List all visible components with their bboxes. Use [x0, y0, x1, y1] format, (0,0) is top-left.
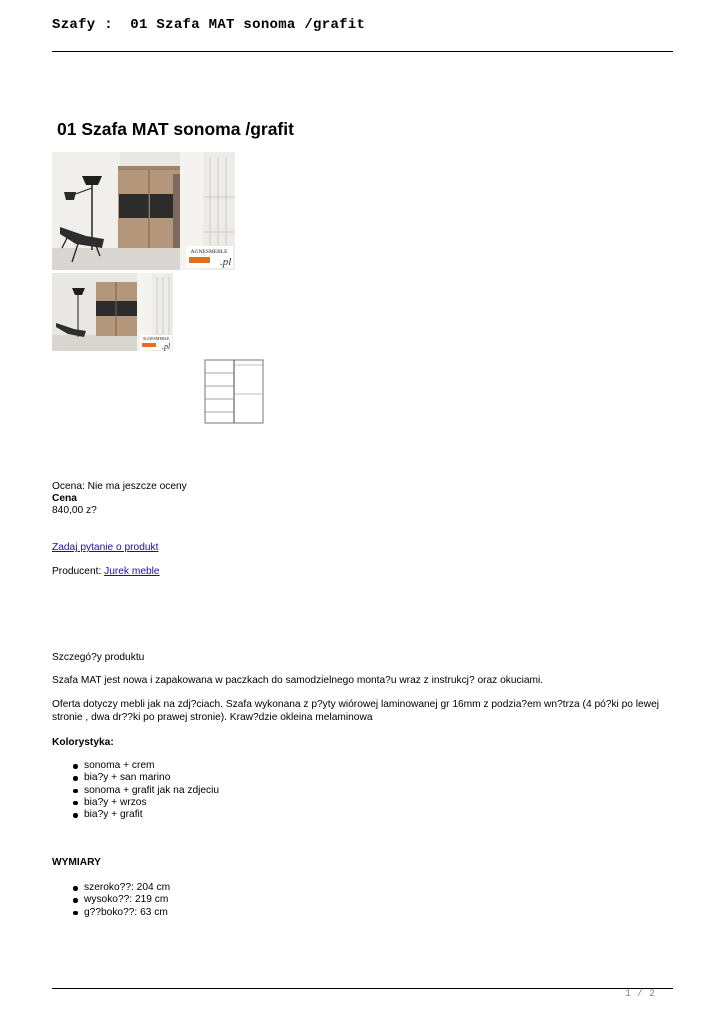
list-item: bia?y + wrzos [84, 797, 219, 809]
list-item: wysoko??: 219 cm [84, 894, 169, 906]
producer-link[interactable]: Jurek meble [104, 566, 160, 577]
dimensions-heading: WYMIARY [52, 857, 101, 868]
footer-divider [52, 988, 673, 989]
price-label: Cena [52, 493, 77, 504]
producer-row [52, 566, 160, 579]
colors-heading: Kolorystyka: [52, 737, 114, 748]
page-number: 1 / 2 [625, 989, 656, 1000]
header-divider [52, 51, 673, 52]
wardrobe-diagram [180, 352, 294, 432]
details-paragraph-1: Szafa MAT jest nowa i zapakowana w paczkach do samodzielnego monta?u wraz z instrukcj? oraz okuciami. [52, 675, 544, 686]
list-item: bia?y + grafit [84, 809, 219, 821]
svg-text:AGNESMEBLE: AGNESMEBLE [190, 249, 228, 255]
rating-text: Ocena: Nie ma jeszcze oceny [52, 481, 187, 492]
details-paragraph-2: Oferta dotyczy mebli jak na zdj?ciach. Szafa wykonana z p?yty wiórowej laminowanej gr 16mm z podzia?em wn?trza (4 pó?ki po lewej stronie , dwa dr??ki po prawej stronie). Kraw?dzie okleina melaminowa [52, 699, 660, 723]
svg-text:.pl: .pl [220, 256, 232, 268]
price-value: 840,00 z? [52, 505, 97, 516]
list-item: sonoma + crem [84, 760, 219, 772]
list-item: sonoma + grafit jak na zdjeciu [84, 784, 220, 796]
producer-label: Producent: [52, 566, 105, 577]
product-thumbnail-1[interactable] [52, 273, 173, 351]
dimensions-list [52, 882, 170, 919]
product-main-image[interactable] [52, 152, 235, 270]
list-item: bia?y + san marino [84, 772, 219, 784]
wardrobe-photo-large [52, 152, 235, 270]
wardrobe-photo-thumb [52, 273, 173, 351]
svg-text:AGNESMEBLE: AGNESMEBLE [142, 336, 170, 341]
colors-list [52, 760, 219, 821]
list-item: g??boko??: 63 cm [84, 907, 170, 919]
details-heading: Szczegó?y produktu [52, 652, 145, 663]
ask-question-link[interactable]: Zadaj pytanie o produkt [52, 542, 159, 553]
svg-text:.pl: .pl [162, 342, 171, 351]
document-header-title: Szafy : 01 Szafa MAT sonoma /grafit [52, 17, 366, 33]
list-item: szeroko??: 204 cm [84, 882, 171, 893]
product-title: 01 Szafa MAT sonoma /grafit [57, 119, 294, 139]
product-thumbnail-2-interior-sketch[interactable] [180, 352, 294, 432]
